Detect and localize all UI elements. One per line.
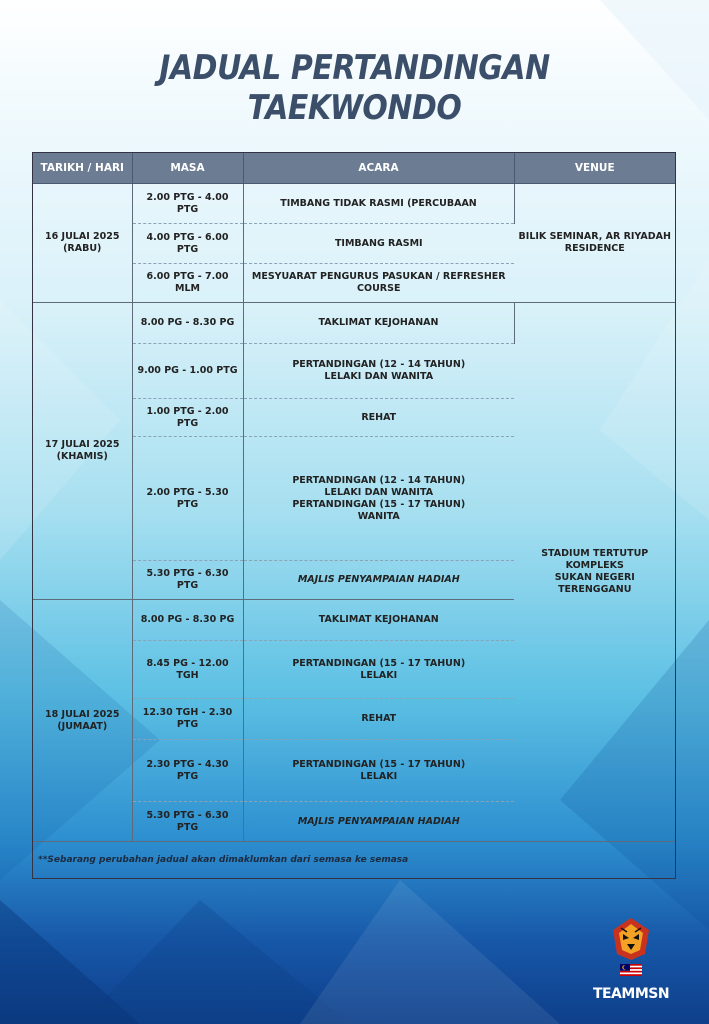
day-text: (JUMAAT) [57, 720, 108, 732]
table-header-row [33, 153, 675, 184]
schedule-table [32, 152, 676, 879]
header-masa: MASA [132, 153, 243, 184]
title-line-1: JADUAL PERTANDINGAN [159, 48, 550, 88]
acara-cell: TIMBANG TIDAK RASMI (PERCUBAAN [243, 184, 514, 224]
title-line-2: TAEKWONDO [247, 88, 462, 128]
acara-cell: PERTANDINGAN (15 - 17 TAHUN) LELAKI [243, 641, 514, 699]
date-text: 16 JULAI 2025 [45, 231, 120, 242]
masa-cell: 5.30 PTG - 6.30 PTG [132, 561, 243, 600]
venue-cell: STADIUM TERTUTUP KOMPLEKS SUKAN NEGERI TERENGGANU [514, 303, 675, 842]
date-text: 18 JULAI 2025 [45, 708, 120, 720]
tiger-emblem-icon [609, 916, 653, 960]
masa-cell: 12.30 TGH - 2.30 PTG [132, 699, 243, 740]
team-msn-wordmark: TEAMMSN [592, 986, 670, 1002]
date-cell [33, 184, 132, 303]
date-cell [33, 303, 132, 600]
header-acara: ACARA [243, 153, 514, 184]
day-text: (RABU) [63, 243, 102, 254]
malaysia-flag-icon [620, 964, 642, 976]
header-tarikh: TARIKH / HARI [33, 153, 132, 184]
masa-cell: 8.00 PG - 8.30 PG [132, 600, 243, 641]
masa-cell: 8.45 PG - 12.00 TGH [132, 641, 243, 699]
acara-cell: PERTANDINGAN (12 - 14 TAHUN) LELAKI DAN WANITA PERTANDINGAN (15 - 17 TAHUN) WANITA [243, 437, 514, 561]
acara-cell: PERTANDINGAN (12 - 14 TAHUN) LELAKI DAN WANITA [243, 344, 514, 399]
acara-cell: MESYUARAT PENGURUS PASUKAN / REFRESHER COURSE [243, 264, 514, 303]
masa-cell: 6.00 PTG - 7.00 MLM [132, 264, 243, 303]
page-title [43, 48, 667, 128]
masa-cell: 4.00 PTG - 6.00 PTG [132, 224, 243, 264]
date-cell [33, 600, 132, 842]
footnote: **Sebarang perubahan jadual akan dimaklumkan dari semasa ke semasa [38, 855, 409, 865]
acara-cell: TAKLIMAT KEJOHANAN [243, 600, 514, 641]
acara-cell: MAJLIS PENYAMPAIAN HADIAH [243, 561, 514, 600]
masa-cell: 9.00 PG - 1.00 PTG [132, 344, 243, 399]
team-msn-logo [583, 912, 679, 1002]
acara-cell: TAKLIMAT KEJOHANAN [243, 303, 514, 344]
acara-cell: REHAT [243, 399, 514, 437]
acara-cell: MAJLIS PENYAMPAIAN HADIAH [243, 802, 514, 842]
table-row [33, 184, 675, 224]
masa-cell: 8.00 PG - 8.30 PG [132, 303, 243, 344]
masa-cell: 2.30 PTG - 4.30 PTG [132, 740, 243, 802]
masa-cell: 5.30 PTG - 6.30 PTG [132, 802, 243, 842]
masa-cell: 1.00 PTG - 2.00 PTG [132, 399, 243, 437]
masa-cell: 2.00 PTG - 5.30 PTG [132, 437, 243, 561]
table-row [33, 303, 675, 344]
masa-cell: 2.00 PTG - 4.00 PTG [132, 184, 243, 224]
acara-cell: TIMBANG RASMI [243, 224, 514, 264]
acara-cell: REHAT [243, 699, 514, 740]
day-text: (KHAMIS) [56, 451, 108, 462]
date-text: 17 JULAI 2025 [45, 439, 120, 450]
venue-cell: BILIK SEMINAR, AR RIYADAH RESIDENCE [514, 184, 675, 303]
header-venue: VENUE [514, 153, 675, 184]
acara-cell: PERTANDINGAN (15 - 17 TAHUN) LELAKI [243, 740, 514, 802]
